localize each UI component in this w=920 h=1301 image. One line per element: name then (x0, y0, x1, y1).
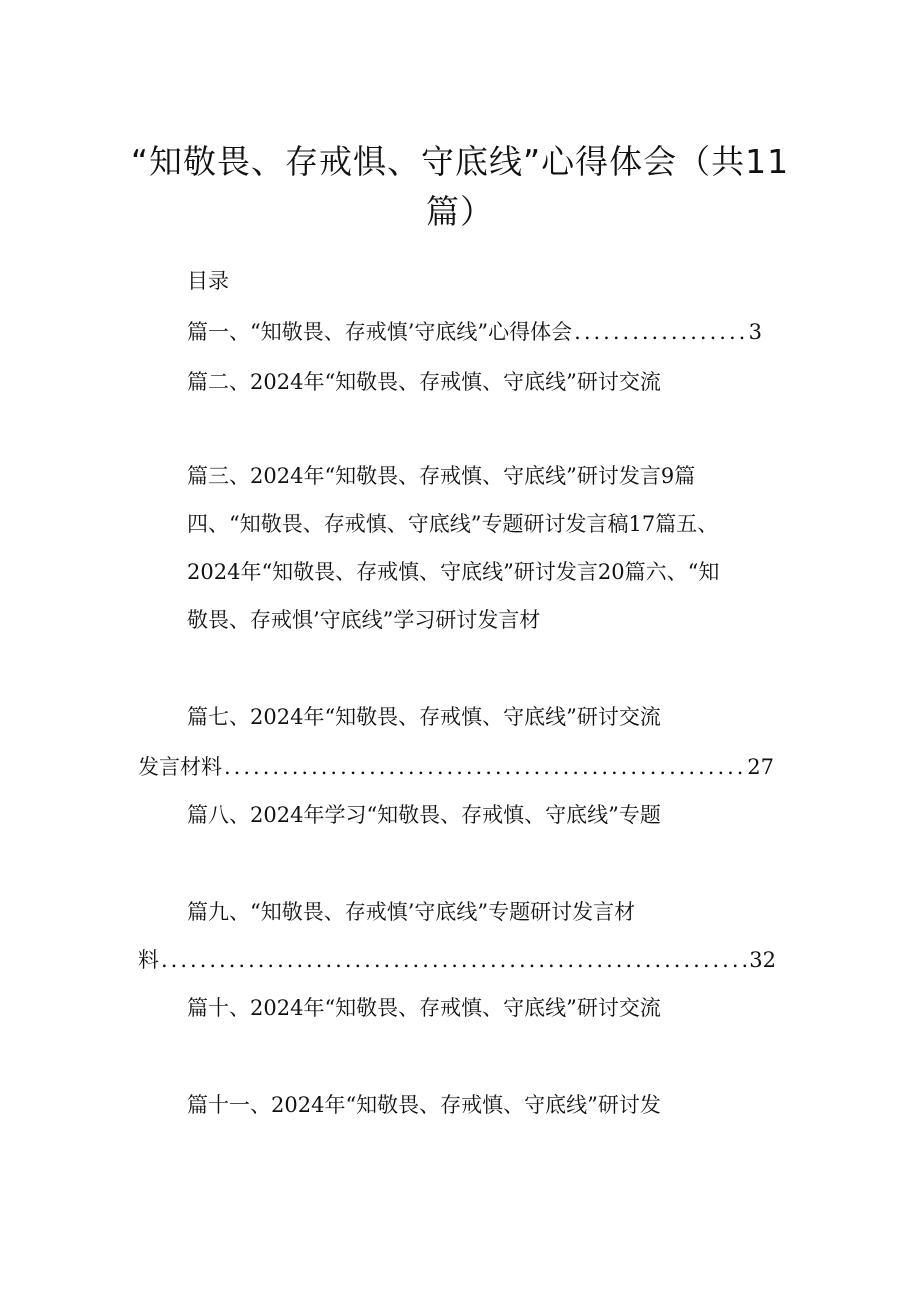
document-title-line-1: “知敬畏、存戒惧、守底线”心得体会（共11 (130, 142, 790, 181)
toc-item-5[interactable]: 2024年“知敬畏、存戒慎、守底线”研讨发言20篇六、“知 (187, 560, 720, 584)
toc-item-11[interactable]: 篇十一、2024年“知敬畏、存戒慎、守底线”研讨发 (187, 1093, 661, 1117)
toc-item-7[interactable]: 篇七、2024年“知敬畏、存戒慎、守底线”研讨交流 (187, 705, 661, 729)
toc-item-9-cont-text: 料 (138, 948, 159, 972)
toc-item-8[interactable]: 篇八、2024年学习“知敬畏、存戒慎、守底线”专题 (187, 803, 661, 827)
toc-item-1-text: 篇一、“知敬畏、存戒慎’守底线”心得体会 (187, 320, 573, 344)
toc-item-7-page: 27 (747, 755, 774, 779)
document-title-line-2: 篇） (426, 192, 494, 231)
toc-heading: 目录 (187, 269, 229, 293)
toc-item-4[interactable]: 四、“知敬畏、存戒慎、守底线”专题研讨发言稿17篇五、 (187, 512, 719, 536)
toc-item-1[interactable] (187, 317, 762, 347)
toc-item-7-continuation[interactable] (138, 752, 774, 782)
toc-item-10[interactable]: 篇十、2024年“知敬畏、存戒慎、守底线”研讨交流 (187, 996, 661, 1020)
toc-item-9-page: 32 (749, 948, 776, 972)
toc-item-9-leader (161, 945, 747, 975)
toc-item-7-cont-text: 发言材料 (138, 755, 222, 779)
toc-item-2[interactable]: 篇二、2024年“知敬畏、存戒慎、守底线”研讨交流 (187, 370, 661, 394)
toc-item-7-leader (224, 752, 745, 782)
toc-item-1-page: 3 (748, 320, 762, 344)
toc-item-3[interactable]: 篇三、2024年“知敬畏、存戒慎、守底线”研讨发言9篇 (187, 464, 696, 488)
toc-item-9-continuation[interactable] (138, 945, 776, 975)
toc-item-6[interactable]: 敬畏、存戒惧’守底线”学习研讨发言材 (187, 608, 541, 632)
toc-item-9[interactable]: 篇九、“知敬畏、存戒慎’守底线”专题研讨发言材 (187, 900, 636, 924)
toc-item-1-leader (574, 317, 746, 347)
